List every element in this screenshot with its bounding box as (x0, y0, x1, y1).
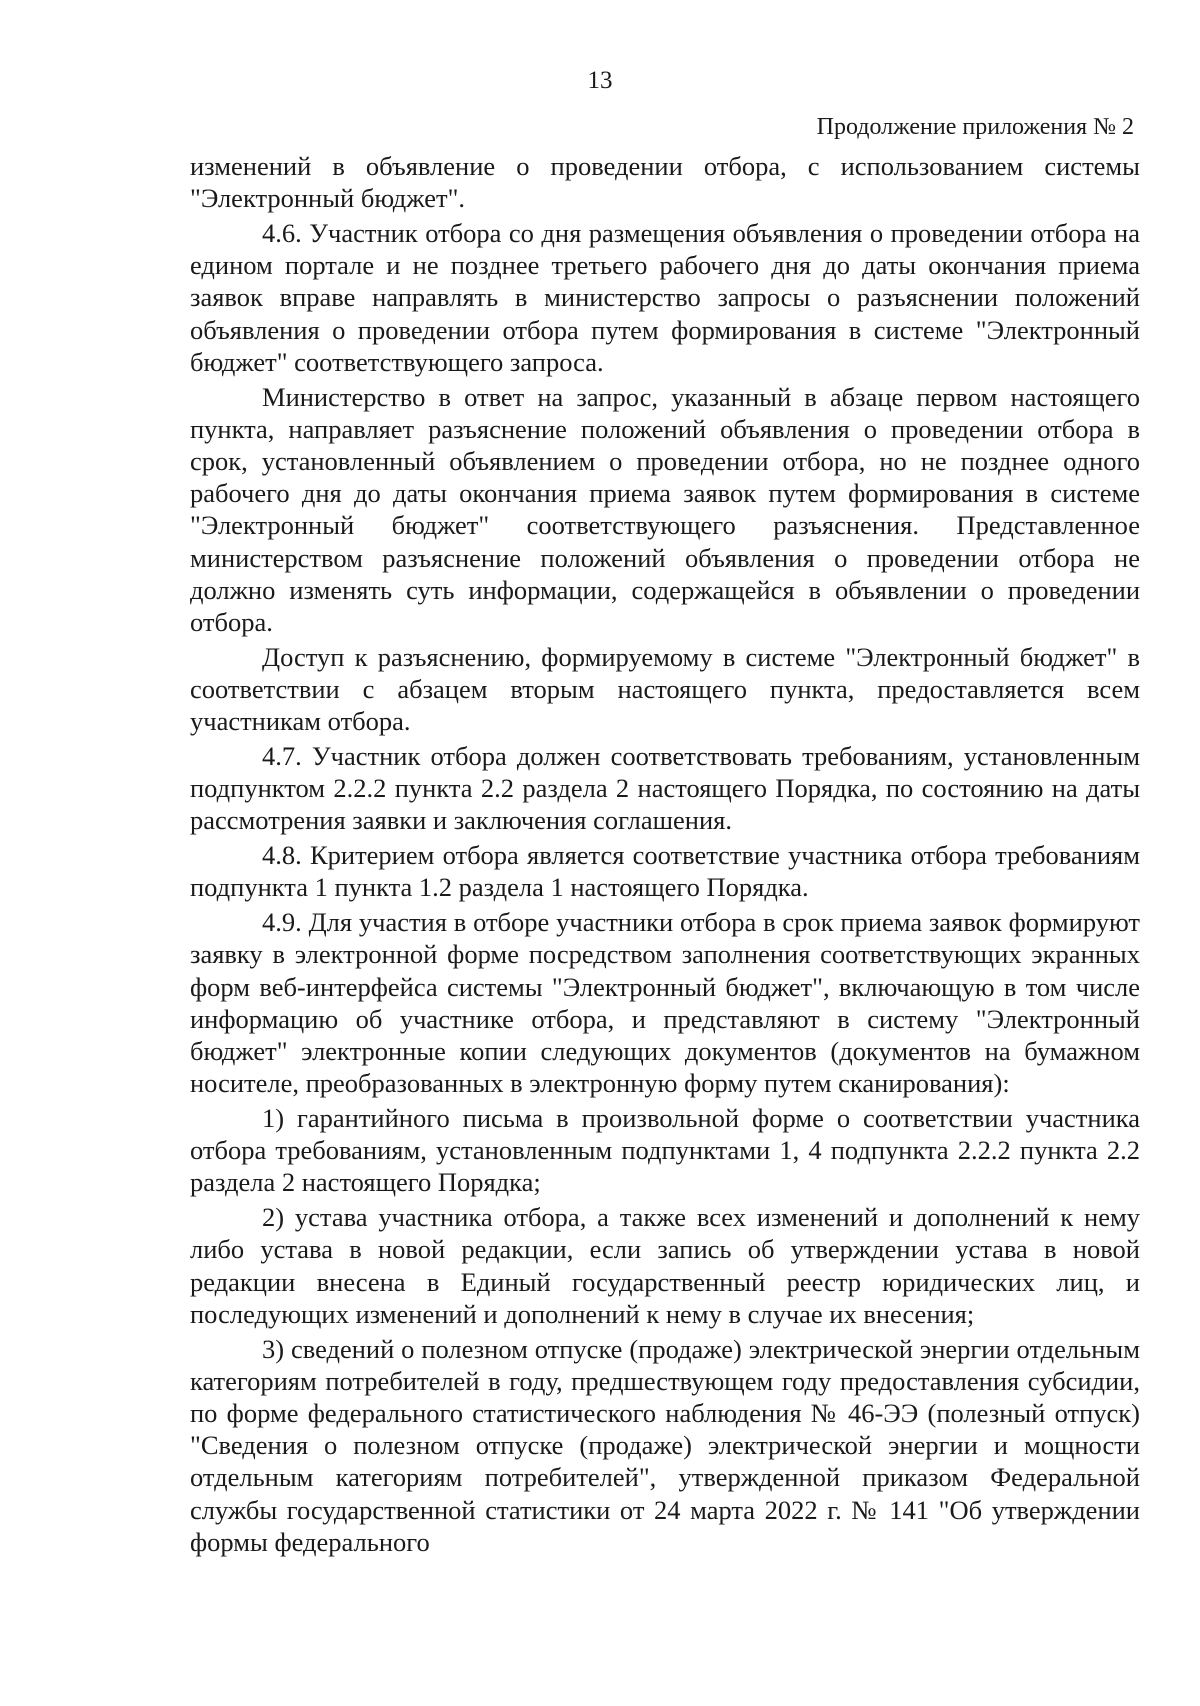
paragraph-4-8: 4.8. Критерием отбора является соответствие участника отбора требованиям подпункта 1 пункта 1.2 раздела 1 настоящего Порядка. (190, 840, 1140, 903)
page-number: 13 (587, 67, 613, 94)
list-item-3: 3) сведений о полезном отпуске (продаже) электрической энергии отдельным категориям потребителей в году, предшествующем году предоставления субсидии, по форме федерального статистического наблюдения № 46-ЭЭ (полезный отпуск) "Сведения о полезном отпуске (продаже) электрической энергии и мощности отдельным категориям потребителей", утвержденной приказом Федеральной службы государственной статистики от 24 марта 2022 г. № 141 "Об утверждении формы федерального (190, 1333, 1140, 1557)
list-item-1: 1) гарантийного письма в произвольной форме о соответствии участника отбора требованиям, установленным подпунктами 1, 4 подпункта 2.2.2 пункта 2.2 раздела 2 настоящего Порядка; (190, 1103, 1140, 1198)
paragraph-access: Доступ к разъяснению, формируемому в системе "Электронный бюджет" в соответствии с абзацем вторым настоящего пункта, предоставляется всем участникам отбора. (190, 641, 1140, 737)
document-body (190, 150, 1140, 1561)
paragraph-4-9: 4.9. Для участия в отборе участники отбора в срок приема заявок формируют заявку в электронной форме посредством заполнения соответствующих экранных форм веб-интерфейса системы "Электронный бюджет", включающую в том числе информацию об участнике отбора, и представляют в систему "Электронный бюджет" электронные копии следующих документов (документов на бумажном носителе, преобразованных в электронную форму путем сканирования): (190, 907, 1140, 1099)
appendix-continuation-label: Продолжение приложения № 2 (816, 114, 1134, 140)
paragraph-4-6: 4.6. Участник отбора со дня размещения объявления о проведении отбора на едином портале и не позднее третьего рабочего дня до даты окончания приема заявок вправе направлять в министерство запросы о разъяснении положений объявления о проведении отбора путем формирования в системе "Электронный бюджет" соответствующего запроса. (190, 218, 1140, 377)
list-item-2: 2) устава участника отбора, а также всех изменений и дополнений к нему либо устава в новой редакции, если запись об утверждении устава в новой редакции внесена в Единый государственный реестр юридических лиц, и последующих изменений и дополнений к нему в случае их внесения; (190, 1202, 1140, 1329)
paragraph-ministry-response: Министерство в ответ на запрос, указанный в абзаце первом настоящего пункта, направляет разъяснение положений объявления о проведении отбора в срок, установленный объявлением о проведении отбора, но не позднее одного рабочего дня до даты окончания приема заявок путем формирования в системе "Электронный бюджет" соответствующего разъяснения. Представленное министерством разъяснение положений объявления о проведении отбора не должно изменять суть информации, содержащейся в объявлении о проведении отбора. (190, 381, 1140, 638)
paragraph-4-7: 4.7. Участник отбора должен соответствовать требованиям, установленным подпунктом 2.2.2 пункта 2.2 раздела 2 настоящего Порядка, по состоянию на даты рассмотрения заявки и заключения соглашения. (190, 741, 1140, 836)
paragraph-continued: изменений в объявление о проведении отбора, с использованием системы "Электронный бюджет". (190, 151, 1140, 214)
